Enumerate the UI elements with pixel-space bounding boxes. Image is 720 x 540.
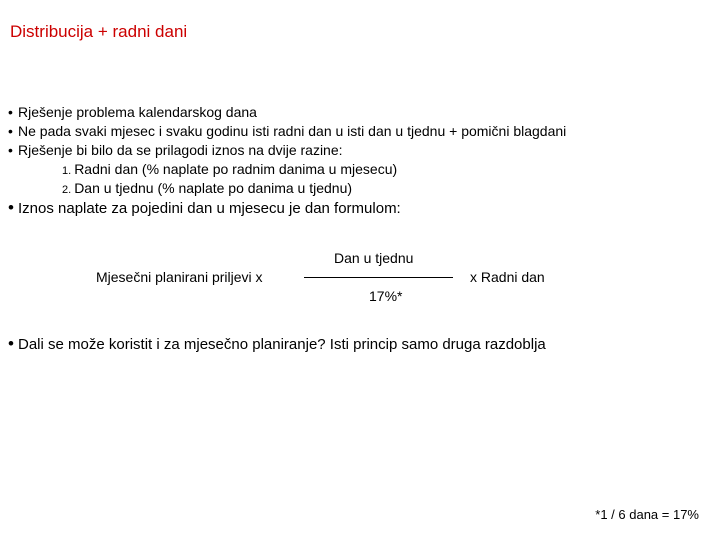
sub-item-text: Dan u tjednu (% naplate po danima u tjednu) [74, 180, 353, 196]
sub-item-number: 2. [62, 184, 72, 196]
bullet-icon: • [8, 334, 14, 353]
formula-denominator: 17%* [369, 288, 403, 304]
sub-item-text: Radni dan (% naplate po radnim danima u mjesecu) [74, 161, 398, 177]
bullet-icon: • [8, 123, 13, 139]
bullet-icon: • [8, 104, 13, 120]
fraction-bar [304, 277, 453, 278]
formula-numerator: Dan u tjednu [334, 250, 414, 266]
numbered-sub-item [8, 179, 708, 198]
closing-bullet-text: Dali se može koristit i za mjesečno planiranje? Isti princip samo druga razdoblja [18, 336, 546, 353]
numbered-sub-item [8, 160, 708, 179]
bullet-item [8, 198, 708, 217]
sub-item-number: 1. [62, 165, 72, 177]
bullet-item [8, 122, 708, 141]
formula-left-term: Mjesečni planirani priljevi x [96, 269, 263, 285]
bullet-icon: • [8, 198, 14, 217]
bullet-text: Rješenje problema kalendarskog dana [18, 104, 257, 120]
closing-bullet [8, 334, 546, 354]
bullet-text: Rješenje bi bilo da se prilagodi iznos na dvije razine: [18, 142, 343, 158]
bullet-item [8, 103, 708, 122]
formula-right-term: x Radni dan [470, 269, 545, 285]
bullet-list [8, 103, 708, 217]
bullet-text: Ne pada svaki mjesec i svaku godinu isti radni dan u isti dan u tjednu + pomični blagdani [18, 123, 567, 139]
slide-title: Distribucija + radni dani [10, 22, 188, 41]
footnote: *1 / 6 dana = 17% [595, 507, 699, 522]
formula-intro-text: Iznos naplate za pojedini dan u mjesecu je dan formulom: [18, 200, 401, 217]
bullet-item [8, 141, 708, 160]
bullet-icon: • [8, 142, 13, 158]
